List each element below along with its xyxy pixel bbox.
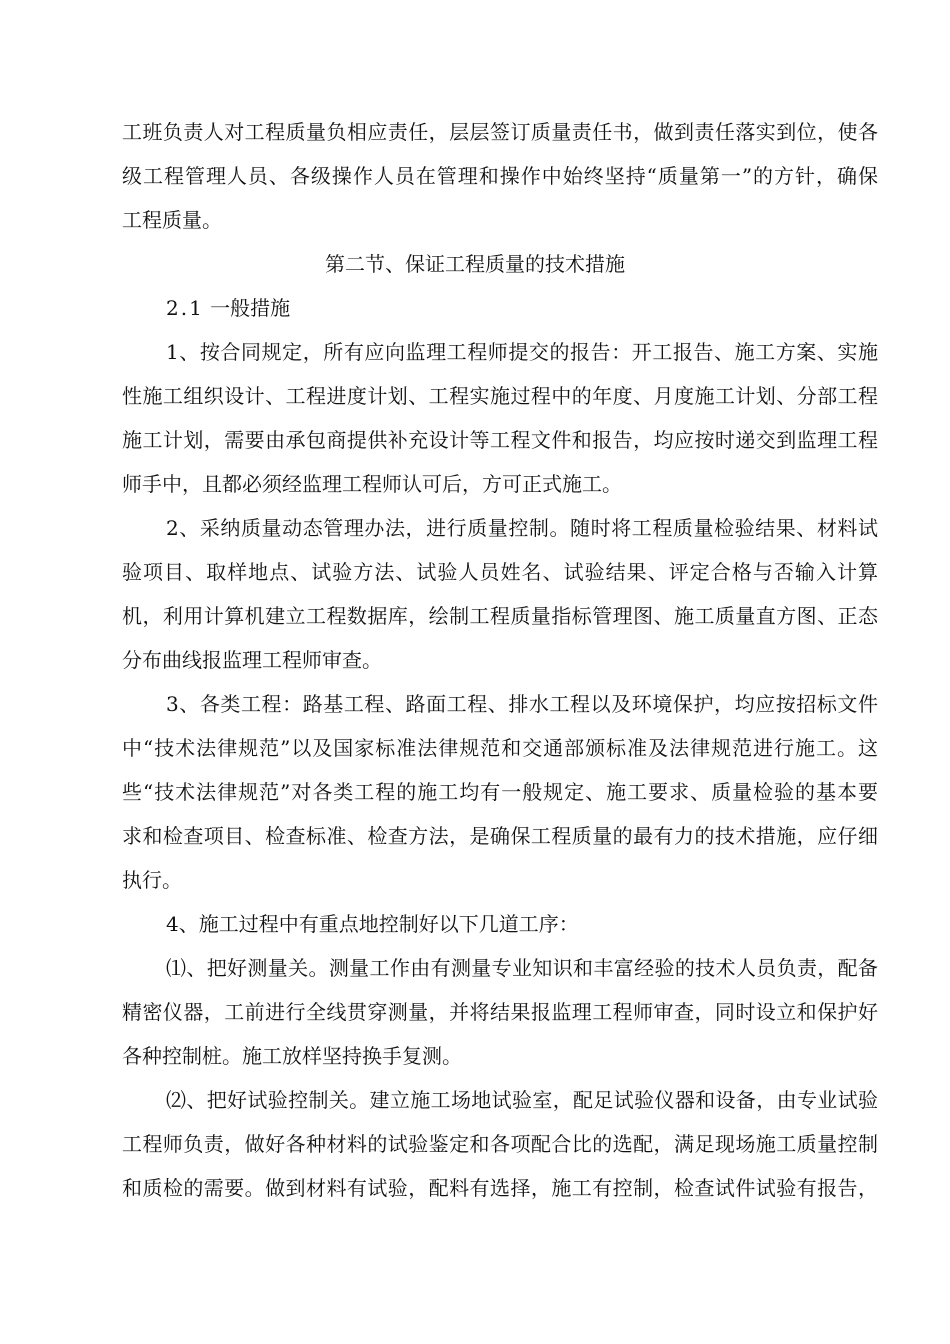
paragraph-line: 工班负责人对工程质量负相应责任，层层签订质量责任书，做到责任落实到位，使各: [122, 120, 878, 144]
subitem-2-line: 工程师负责，做好各种材料的试验鉴定和各项配合比的选配，满足现场施工质量控制: [122, 1132, 878, 1156]
subitem-1-line: ⑴、把好测量关。测量工作由有测量专业知识和丰富经验的技术人员负责，配备: [166, 956, 878, 980]
item-3-line: 些“技术法律规范”对各类工程的施工均有一般规定、施工要求、质量检验的基本要: [122, 780, 878, 804]
subitem-1-line: 各种控制桩。施工放样坚持换手复测。: [122, 1044, 462, 1068]
paragraph-line: 级工程管理人员、各级操作人员在管理和操作中始终坚持“质量第一”的方针，确保: [122, 164, 878, 188]
subsection-heading: [0, 293, 950, 323]
item-3-line: 3、各类工程：路基工程、路面工程、排水工程以及环境保护，均应按招标文件: [166, 692, 878, 716]
subitem-2-line: 和质检的需要。做到材料有试验，配料有选择，施工有控制，检查试件试验有报告，: [122, 1176, 878, 1200]
item-3-line: 执行。: [122, 868, 182, 892]
item-2-line: 分布曲线报监理工程师审查。: [122, 648, 382, 672]
item-3-line: 中“技术法律规范”以及国家标准法律规范和交通部颁标准及法律规范进行施工。这: [122, 736, 878, 760]
item-2-line: 机，利用计算机建立工程数据库，绘制工程质量指标管理图、施工质量直方图、正态: [122, 604, 878, 628]
item-1-line: 1、按合同规定，所有应向监理工程师提交的报告：开工报告、施工方案、实施: [166, 340, 878, 364]
item-3-line: 求和检查项目、检查标准、检查方法，是确保工程质量的最有力的技术措施，应仔细: [122, 824, 878, 848]
item-1-line: 性施工组织设计、工程进度计划、工程实施过程中的年度、月度施工计划、分部工程: [122, 384, 878, 408]
paragraph-line: 工程质量。: [122, 208, 222, 232]
item-4-line: 4、施工过程中有重点地控制好以下几道工序：: [166, 912, 579, 936]
item-1-line: 施工计划，需要由承包商提供补充设计等工程文件和报告，均应按时递交到监理工程: [122, 428, 878, 452]
subitem-2-line: ⑵、把好试验控制关。建立施工场地试验室，配足试验仪器和设备，由专业试验: [166, 1088, 878, 1112]
section-title: 第二节、保证工程质量的技术措施: [325, 252, 625, 276]
subsection-number: 2.1: [166, 296, 204, 320]
subitem-1-line: 精密仪器，工前进行全线贯穿测量，并将结果报监理工程师审查，同时设立和保护好: [122, 1000, 878, 1024]
subsection-title: 一般措施: [210, 296, 291, 320]
item-2-line: 2、采纳质量动态管理办法，进行质量控制。随时将工程质量检验结果、材料试: [166, 516, 878, 540]
item-2-line: 验项目、取样地点、试验方法、试验人员姓名、试验结果、评定合格与否输入计算: [122, 560, 878, 584]
item-1-line: 师手中，且都必须经监理工程师认可后，方可正式施工。: [122, 472, 622, 496]
